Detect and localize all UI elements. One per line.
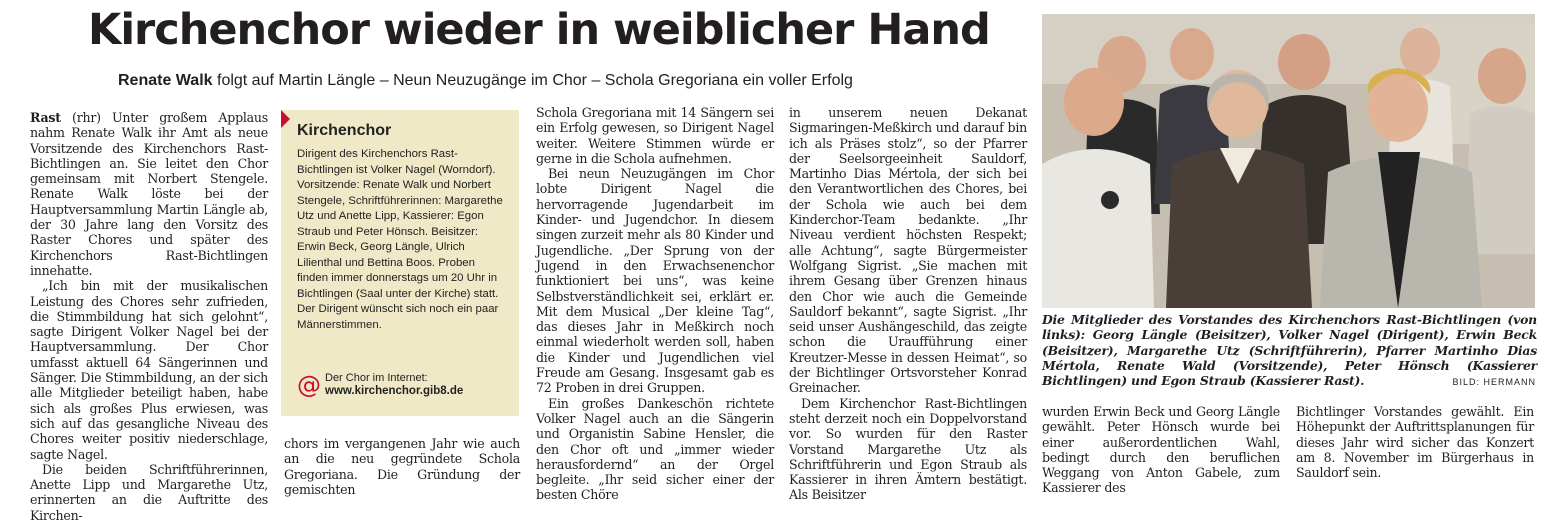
web-label: Der Chor im Internet:: [325, 372, 428, 384]
paragraph: Dem Kirchenchor Rast-Bichtlingen steht derzeit noch ein Doppelvorstand vor. So wurden für den Raster Vorstand Margarethe Utz als Schriftführerin und Egon Straub als Kassierer in ihren Ämtern bestätigt. Als Beisitzer: [789, 395, 1027, 503]
article-column-4: [789, 105, 1027, 503]
at-sign-icon: @: [297, 371, 321, 399]
web-reference: [297, 372, 463, 398]
article-column-1: [30, 110, 268, 523]
paragraph: chors im vergangenen Jahr wie auch an die neu gegründete Schola Gregoriana. Die Gründung der gemischten: [284, 436, 520, 497]
paragraph: in unserem neuen Dekanat Sigmaringen-Meßkirch und darauf bin ich als Präses stolz“, so der Pfarrer der Seelsorgeeinheit Sauldorf, Martinho Dias Mértola, der sich bei den Verantwortlichen des Chores, bei der Schola wie auch bei dem Kinderchor-Team bedankte. „Ihr Niveau verdient höchsten Respekt; alle Achtung“, sagte Bürgermeister Wolfgang Sigrist. „Sie machen mit ihrem Gesang über Grenzen hinaus den Chor wie auch die Gemeinde Sauldorf bekannt“, sagte Sigrist. „Ihr seid unser Aushängeschild, das zeigte schon die Uraufführung einer Kreutzer-Messe in dessen Heimat“, so der Bichtlinger Ortsvorsteher Konrad Greinacher.: [789, 105, 1027, 396]
photo-caption: Die Mitglieder des Vorstandes des Kirchenchors Rast-Bichtlingen (von links): Georg Längle (Beisitzer), Volker Nagel (Dirigent), Erwin Beck (Beisitzer), Margarethe Utz (Schriftführerin), Pfarrer Martinho Dias Mértola, Renate Wald (Vorsitzende), Peter Hönsch (Kassierer Bichtlingen) und Egon Straub (Kassierer Rast).: [1042, 312, 1537, 389]
paragraph: Bichtlinger Vorstandes gewählt. Ein Höhepunkt der Auftrittsplanungen für dieses Jahr wird sicher das Konzert am 8. November im Bürgerhaus in Sauldorf sein.: [1296, 404, 1534, 481]
info-box-text: Dirigent des Kirchenchors Rast-Bichtlingen ist Volker Nagel (Worndorf). Vorsitzende: Renate Walk und Norbert Stengele, Schriftführerinnen: Margarethe Utz und Anette Lipp, Kassierer: Egon Straub und Peter Hönsch. Beisitzer: Erwin Beck, Georg Längle, Ulrich Lilienthal und Bettina Boos. Proben finden immer donnerstags um 20 Uhr in Bichtlingen (Saal unter der Kirche) statt. Der Dirigent wünscht sich noch ein paar Männerstimmen.: [297, 148, 503, 331]
dateline: Rast: [30, 110, 61, 125]
paragraph: wurden Erwin Beck und Georg Längle gewählt. Peter Hönsch wurde bei einer außerordentlichen Wahl, bedingt durch den beruflichen Weggang von Anton Gabele, zum Kassierer des: [1042, 404, 1280, 496]
paragraph: Schola Gregoriana mit 14 Sängern sei ein Erfolg gewesen, so Dirigent Nagel weiter. Weitere Stimmen würde er gerne in die Schola aufnehmen.: [536, 105, 774, 166]
subheadline: [118, 70, 998, 92]
article-column-2: [284, 436, 520, 497]
article-column-5: [1042, 404, 1280, 496]
group-photo-image: [1042, 14, 1535, 308]
paragraph: „Ich bin mit der musikalischen Leistung des Chores sehr zufrieden, die Stimmbildung hat sich gelohnt“, sagte Dirigent Volker Nagel bei der Hauptversammlung. Der Chor umfasst aktuell 64 Sängerinnen und Sänger. Die Stimmbildung, an der sich alle Mitglieder beteiligt haben, habe sich als großes Plus erwiesen, was sich auf das gesangliche Niveau des Chores weiter positiv niederschlage, sagte Nagel.: [30, 278, 268, 462]
info-box-title: Kirchenchor: [297, 122, 392, 139]
subhead-text: folgt auf Martin Längle – Neun Neuzugänge im Chor – Schola Gregoriana ein voller Erfolg: [212, 72, 853, 89]
paragraph: Bei neun Neuzugängen im Chor lobte Dirigent Nagel die hervorragende Jugendarbeit im Kinder- und Jugendchor. In diesem singen zurzeit mehr als 80 Kinder und Jugendliche. „Der Sprung von der Jugend in den Erwachsenenchor funktioniert bei uns“, was keine Selbstverständlichkeit sei, erklärt er. Mit dem Musical „Der kleine Tag“, das dieses Jahr in Meßkirch noch einmal wiederholt werden soll, haben die Kinder und Jugendlichen viel Freude am Gesang. Insgesamt gab es 72 Proben in drei Gruppen.: [536, 166, 774, 396]
paragraph: [30, 110, 268, 278]
web-link[interactable]: www.kirchenchor.gib8.de: [325, 385, 464, 397]
photo-credit: BILD: HERMANN: [1452, 377, 1536, 387]
subhead-name: Renate Walk: [118, 72, 213, 89]
triangle-marker-icon: [281, 110, 290, 128]
paragraph: Ein großes Dankeschön richtete Volker Nagel auch an die Sängerin und Organistin Sabine Hensler, die den Chor oft und „immer wieder herausfordernd“ an der Orgel begleite. „Ihr seid sicher einer der besten Chöre: [536, 395, 774, 503]
article-column-3: [536, 105, 774, 503]
paragraph-text: (rhr) Unter großem Applaus nahm Renate Walk ihr Amt als neue Vorsitzende des Kirchenchors Rast-Bichtlingen an. Sie leitet den Chor gemeinsam mit Norbert Stengele. Renate Walk löste bei der Hauptversammlung Martin Längle ab, der 30 Jahre lang den Vorsitz des Raster Chores und später des Kirchenchors Rast-Bichtlingen innehatte.: [30, 110, 268, 278]
headline: Kirchenchor wieder in weiblicher Hand: [88, 5, 990, 55]
group-photo: [1042, 14, 1535, 308]
paragraph: Die beiden Schriftführerinnen, Anette Lipp und Margarethe Utz, erinnerten an die Auftritte des Kirchen-: [30, 461, 268, 523]
article-column-6: [1296, 404, 1534, 486]
info-box: [281, 110, 519, 416]
